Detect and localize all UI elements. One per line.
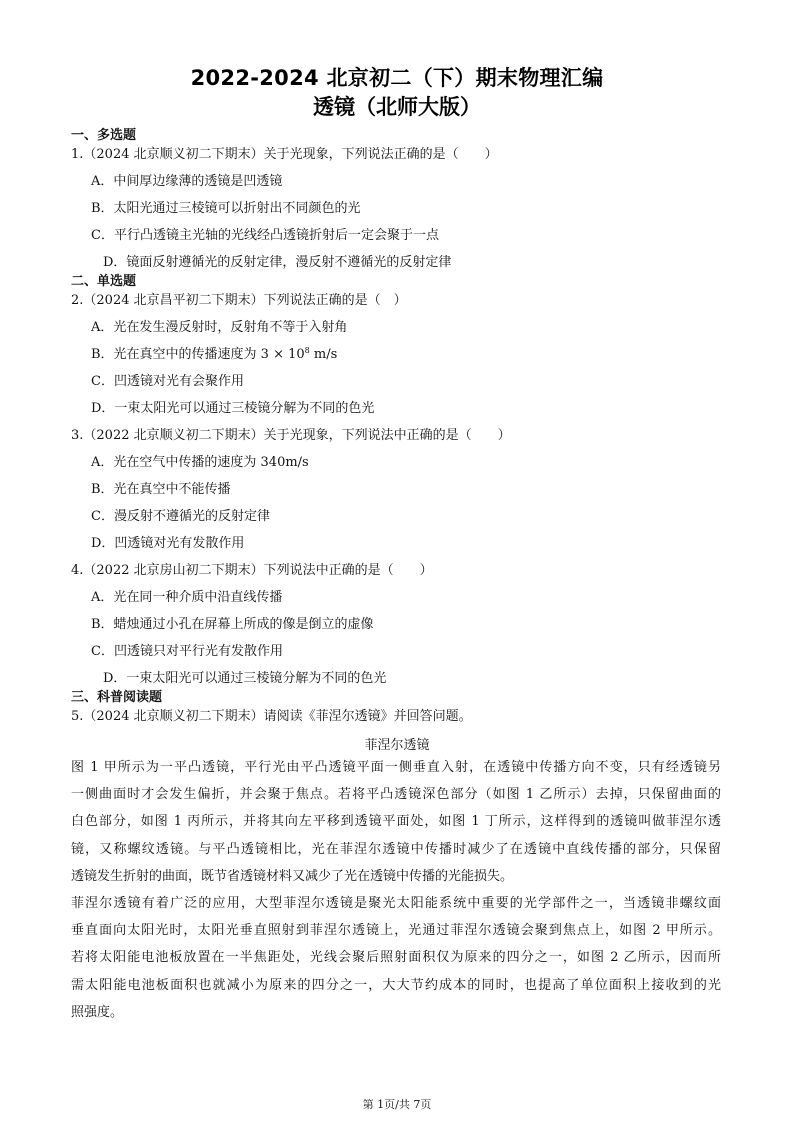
article-title: 菲涅尔透镜 xyxy=(364,738,430,753)
question-4-option-c: C．凹透镜只对平行光有发散作用 xyxy=(91,644,283,659)
unit: m/s xyxy=(309,347,338,362)
question-1-option-b: B．太阳光通过三棱镜可以折射出不同颜色的光 xyxy=(91,201,361,216)
paragraph-line: 菲涅尔透镜有着广泛的应用，大型菲涅尔透镜是聚光太阳能系统中重要的光学部件之一，当透镜非螺纹面 xyxy=(71,896,721,911)
question-1-stem: 1.（2024 北京顺义初二下期末）关于光现象，下列说法正确的是（ ） xyxy=(71,147,498,162)
question-4-stem: 4.（2022 北京房山初二下期末）下列说法中正确的是（ ） xyxy=(71,563,433,578)
section-heading-multiple-choice: 一、多选题 xyxy=(71,128,137,143)
question-1-option-c: C．平行凸透镜主光轴的光线经凸透镜折射后一定会聚于一点 xyxy=(91,228,439,243)
question-3-option-c: C．漫反射不遵循光的反射定律 xyxy=(91,509,270,524)
article-paragraph-2 xyxy=(71,890,721,1026)
question-3-option-a: A．光在空气中传播的速度为 340m/s xyxy=(91,455,309,470)
question-4-option-a: A．光在同一种介质中沿直线传播 xyxy=(91,590,283,605)
paragraph-line: 照强度。 xyxy=(71,1004,124,1020)
question-4-option-d: D．一束太阳光可以通过三棱镜分解为不同的色光 xyxy=(103,671,387,686)
paragraph-line: 图 1 甲所示为一平凸透镜，平行光由平凸透镜平面一侧垂直入射，在透镜中传播方向不变，只有经透镜另 xyxy=(71,760,721,775)
paragraph-line: 若将太阳能电池板放置在一半焦距处，光线会聚后照射面积仅为原来的四分之一，如图 2 乙所示，因而所 xyxy=(71,950,721,966)
question-2-stem: 2.（2024 北京昌平初二下期末）下列说法正确的是（ ） xyxy=(71,293,407,308)
question-2-option-c: C．凹透镜对光有会聚作用 xyxy=(91,374,244,389)
question-1-option-a: A．中间厚边缘薄的透镜是凹透镜 xyxy=(91,174,283,189)
section-heading-single-choice: 二、单选题 xyxy=(71,274,137,289)
question-1-option-d: D．镜面反射遵循光的反射定律，漫反射不遵循光的反射定律 xyxy=(103,255,452,270)
question-3-option-d: D．凹透镜对光有发散作用 xyxy=(91,536,245,551)
paragraph-line: 镜，又称螺纹透镜。与平凸透镜相比，光在菲涅尔透镜中传播时减少了在透镜中直线传播的部分，只保留 xyxy=(71,841,721,857)
paragraph-line: 白色部分，如图 1 丙所示，并将其向左平移到透镜平面处，如图 1 丁所示，这样得到的透镜叫做菲涅尔透 xyxy=(71,814,721,830)
paragraph-line: 一侧曲面时才会发生偏折，并会聚于焦点。若将平凸透镜深色部分（如图 1 乙所示）去掉，只保留曲面的 xyxy=(71,787,721,803)
paragraph-line: 需太阳能电池板面积也就减小为原来的四分之一，大大节约成本的同时，也提高了单位面积上接收到的光 xyxy=(71,977,721,993)
paragraph-line: 垂直面向太阳光时，太阳光垂直照射到菲涅尔透镜上，光通过菲涅尔透镜会聚到焦点上，如图 2 甲所示。 xyxy=(71,923,721,939)
question-4-option-b: B．蜡烛通过小孔在屏幕上所成的像是倒立的虚像 xyxy=(91,617,374,632)
article-paragraph-1 xyxy=(71,754,721,890)
question-2-option-a: A．光在发生漫反射时，反射角不等于入射角 xyxy=(91,320,348,335)
question-2-option-b xyxy=(91,343,337,362)
document-subtitle: 透镜（北师大版） xyxy=(313,95,481,119)
paragraph-line: 透镜发生折射的曲面，既节省透镜材料又减少了光在透镜中传播的光能损失。 xyxy=(71,868,514,884)
option-b-text: B．光在真空中的传播速度为 3 × 10 xyxy=(91,347,305,362)
question-3-stem: 3.（2022 北京顺义初二下期末）关于光现象，下列说法中正确的是（ ） xyxy=(71,428,511,443)
question-2-option-d: D．一束太阳光可以通过三棱镜分解为不同的色光 xyxy=(91,401,375,416)
document-title: 2022-2024 北京初二（下）期末物理汇编 xyxy=(190,66,604,90)
section-heading-reading: 三、科普阅读题 xyxy=(71,690,163,705)
question-5-stem: 5.（2024 北京顺义初二下期末）请阅读《菲涅尔透镜》并回答问题。 xyxy=(71,709,472,724)
page-number: 第 1页/共 7页 xyxy=(362,1098,432,1111)
exponent: 8 xyxy=(304,346,310,355)
question-3-option-b: B．光在真空中不能传播 xyxy=(91,482,231,497)
